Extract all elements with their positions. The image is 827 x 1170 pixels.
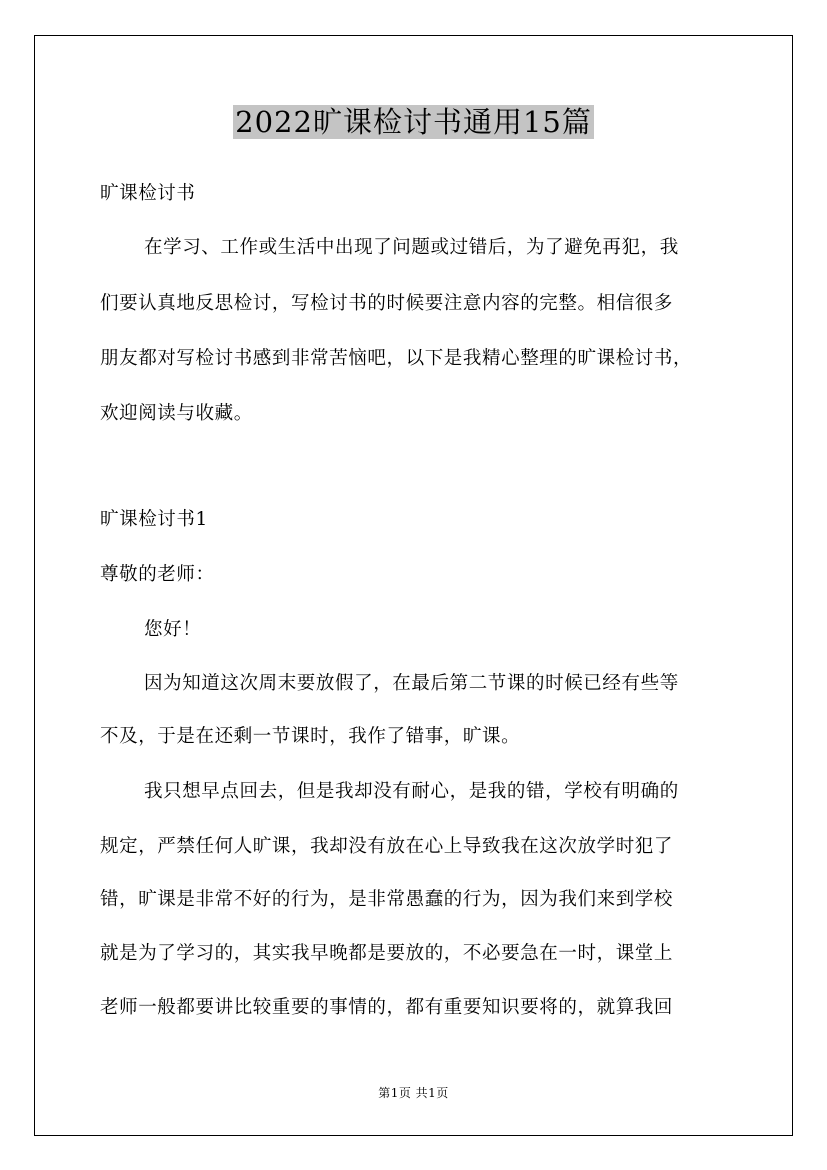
body-line-2: 不及，于是在还剩一节课时，我作了错事，旷课。	[100, 726, 521, 747]
intro-line-3: 朋友都对写检讨书感到非常苦恼吧，以下是我精心整理的旷课检讨书，	[100, 348, 693, 369]
greeting: 您好！	[144, 619, 202, 640]
sub-heading: 旷课检讨书1	[100, 509, 208, 530]
body-line-1: 因为知道这次周末要放假了，在最后第二节课的时候已经有些等	[144, 673, 679, 694]
salutation: 尊敬的老师：	[100, 564, 215, 585]
body-line-7: 老师一般都要讲比较重要的事情的，都有重要知识要将的，就算我回	[100, 997, 674, 1018]
page-number-footer: 第1页 共1页	[378, 1086, 449, 1100]
intro-line-2: 们要认真地反思检讨，写检讨书的时候要注意内容的完整。相信很多	[100, 293, 674, 314]
body-line-4: 规定，严禁任何人旷课，我却没有放在心上导致我在这次放学时犯了	[100, 836, 674, 857]
document-title: 2022旷课检讨书通用15篇	[235, 105, 592, 139]
intro-line-1: 在学习、工作或生活中出现了问题或过错后，为了避免再犯，我	[144, 237, 679, 258]
body-line-3: 我只想早点回去，但是我却没有耐心，是我的错，学校有明确的	[144, 781, 679, 802]
body-line-5: 错，旷课是非常不好的行为，是非常愚蠢的行为，因为我们来到学校	[100, 889, 674, 910]
body-line-6: 就是为了学习的，其实我早晚都是要放的，不必要急在一时，课堂上	[100, 943, 674, 964]
intro-line-4: 欢迎阅读与收藏。	[100, 403, 253, 424]
section-heading: 旷课检讨书	[100, 183, 196, 204]
